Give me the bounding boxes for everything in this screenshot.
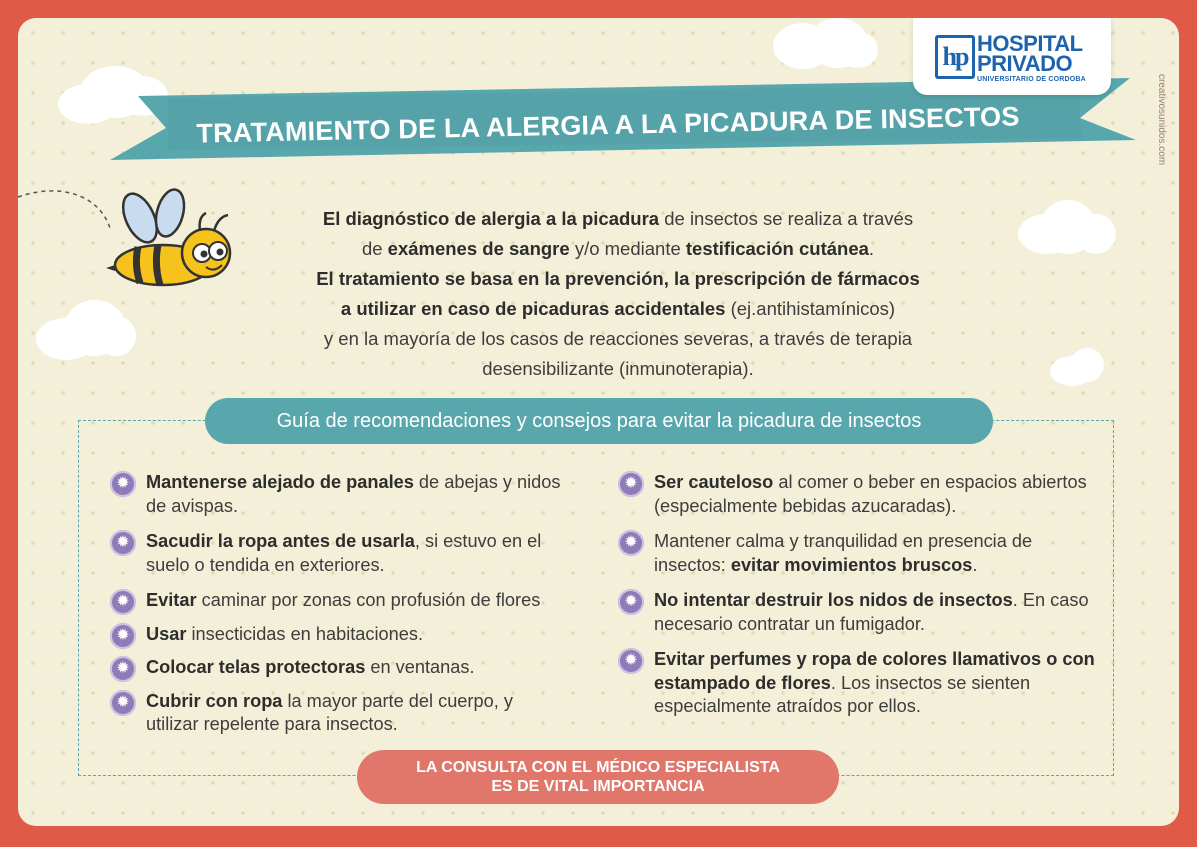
- list-item: ✹ Evitar caminar por zonas con profusión de flores: [110, 589, 570, 613]
- list-item: ✹ Mantenerse alejado de panales de abejas y nidos de avispas.: [110, 471, 570, 518]
- credit-text: creativosunidos.com: [1156, 74, 1167, 166]
- page-title: TRATAMIENTO DE LA ALERGIA A LA PICADURA DE INSECTOS: [196, 101, 1020, 149]
- list-item: ✹ Ser cauteloso al comer o beber en espacios abiertos (especialmente bebidas azucaradas).: [618, 471, 1108, 518]
- list-item: ✹ Usar insecticidas en habitaciones.: [110, 623, 570, 647]
- intro-text: El diagnóstico de alergia a la picadura de insectos se realiza a través de exámenes de sangre y/o mediante testificación cutánea. El tratamiento se basa en la prevención, la prescripción de fármacos a utilizar en caso de picaduras accidentales (ej.antihistamínicos) y en la mayoría de los casos de reacciones severas, a través de terapia desensibilizante (inmunoterapia).: [316, 208, 920, 379]
- bee-icon: [18, 183, 248, 293]
- guide-title: Guía de recomendaciones y consejos para evitar la picadura de insectos: [205, 398, 993, 444]
- cta-line1: LA CONSULTA CON EL MÉDICO ESPECIALISTA: [416, 759, 780, 776]
- sun-badge-icon: ✹: [618, 648, 644, 674]
- list-item: ✹ Mantener calma y tranquilidad en presencia de insectos: evitar movimientos bruscos.: [618, 530, 1108, 577]
- sun-badge-icon: ✹: [618, 589, 644, 615]
- sun-badge-icon: ✹: [110, 471, 136, 497]
- logo-line2: PRIVADO: [977, 51, 1073, 76]
- tips-left: [110, 471, 570, 737]
- sun-badge-icon: ✹: [618, 530, 644, 556]
- sun-badge-icon: ✹: [110, 623, 136, 649]
- list-item: ✹ Cubrir con ropa la mayor parte del cuerpo, y utilizar repelente para insectos.: [110, 690, 570, 737]
- cta-banner: [357, 750, 839, 804]
- sun-badge-icon: ✹: [110, 690, 136, 716]
- sun-badge-icon: ✹: [618, 471, 644, 497]
- poster-card: [18, 18, 1179, 826]
- logo-line3: UNIVERSITARIO DE CORDOBA: [977, 76, 1086, 83]
- list-item: ✹ No intentar destruir los nidos de insectos. En caso necesario contratar un fumigador.: [618, 589, 1108, 636]
- logo-line1: HOSPITAL: [977, 31, 1083, 56]
- sun-badge-icon: ✹: [110, 656, 136, 682]
- cta-line2: ES DE VITAL IMPORTANCIA: [491, 778, 705, 795]
- hospital-logo: [913, 18, 1111, 95]
- sun-badge-icon: ✹: [110, 589, 136, 615]
- list-item: ✹ Evitar perfumes y ropa de colores llamativos o con estampado de flores. Los insectos se sienten especialmente atraídos por ellos.: [618, 648, 1108, 719]
- logo-mark: hp: [935, 35, 975, 79]
- list-item: ✹ Sacudir la ropa antes de usarla, si estuvo en el suelo o tendida en exteriores.: [110, 530, 570, 577]
- list-item: ✹ Colocar telas protectoras en ventanas.: [110, 656, 570, 680]
- sun-badge-icon: ✹: [110, 530, 136, 556]
- tips-right: [618, 471, 1108, 719]
